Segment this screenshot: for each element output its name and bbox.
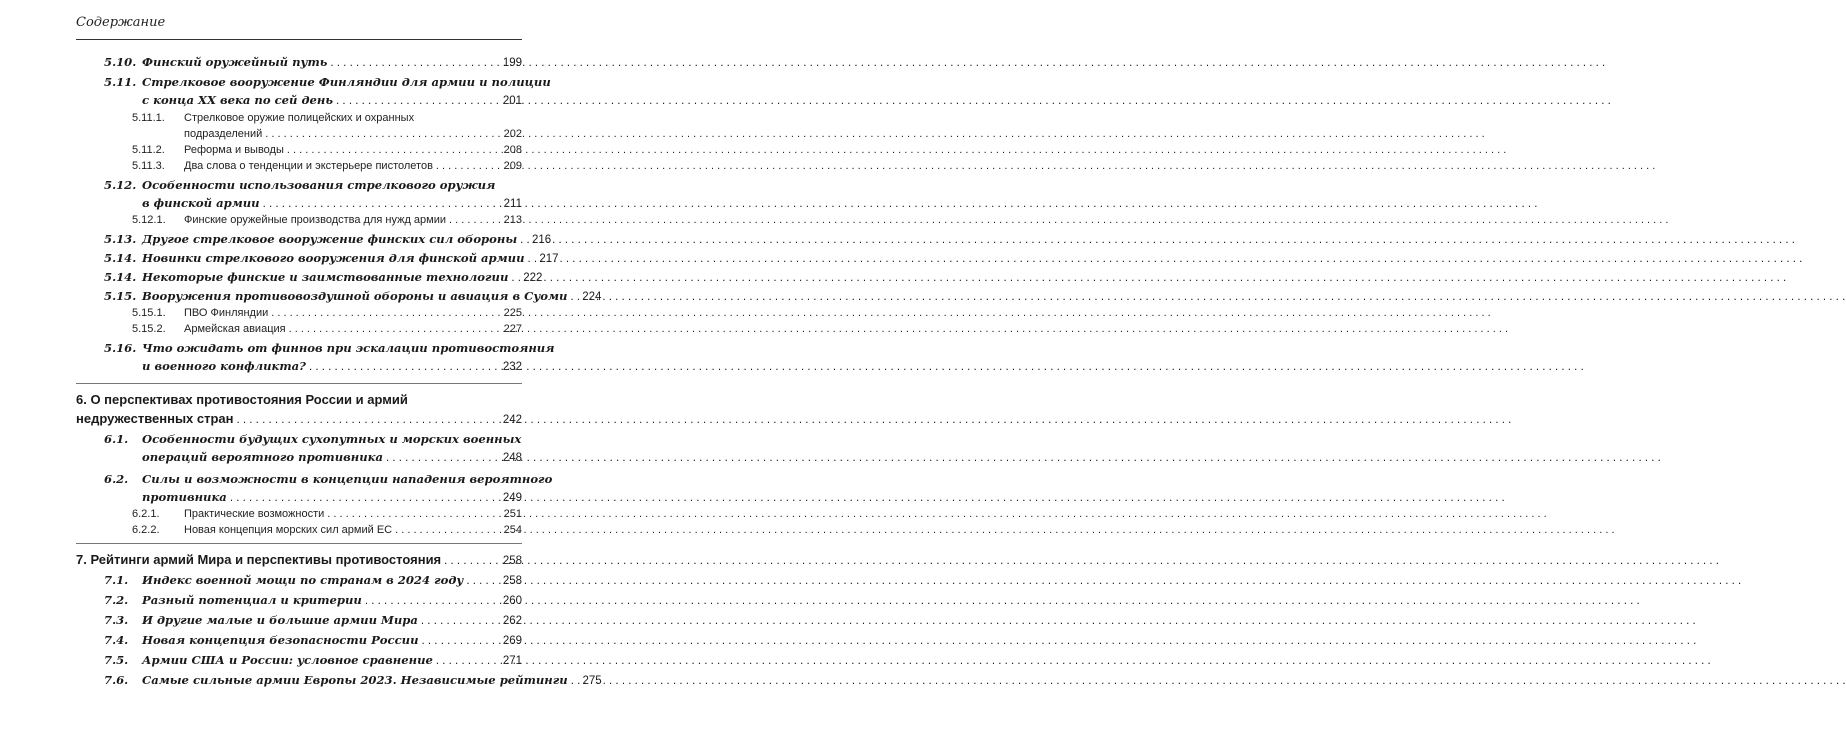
entry-title: Практические возможности bbox=[184, 508, 325, 520]
entry-page: 258 bbox=[502, 555, 522, 567]
dot-leader bbox=[421, 615, 497, 627]
entry-title: подразделений bbox=[184, 128, 263, 140]
dot-leader bbox=[365, 595, 497, 607]
entry-page: 224 bbox=[582, 291, 602, 303]
entry-page: 271 bbox=[502, 655, 522, 667]
entry-number: 5.11. bbox=[104, 75, 137, 89]
entry-page: 251 bbox=[503, 508, 522, 520]
entry-number: 7.4. bbox=[104, 633, 129, 647]
chapter-title: 7. Рейтинги армий Мира и перспективы противостояния bbox=[76, 552, 442, 567]
entry-title: в финской армии bbox=[142, 196, 260, 210]
entry-page: 216 bbox=[531, 234, 552, 246]
entry-page: 225 bbox=[503, 307, 522, 319]
entry-number: 6.2.1. bbox=[132, 508, 160, 520]
entry-number: 5.15.2. bbox=[132, 323, 166, 335]
entry-title: Разный потенциал и критерии bbox=[142, 593, 362, 607]
dot-leader bbox=[436, 655, 497, 667]
entry-page: 258 bbox=[502, 575, 522, 587]
entry-title: Армии США и России: условное сравнение bbox=[142, 653, 433, 667]
entry-number: 5.11.2. bbox=[132, 144, 165, 156]
entry-page: 242 bbox=[502, 414, 522, 426]
entry-number: 5.15.1. bbox=[132, 307, 166, 319]
entry-title: ПВО Финляндии bbox=[184, 307, 269, 319]
entry-title: Некоторые финские и заимствованные технологии bbox=[142, 270, 509, 284]
entry-page: 260 bbox=[502, 595, 522, 607]
entry-page: 209 bbox=[503, 160, 522, 172]
entry-title: Два слова о тенденции и экстерьере пистолетов bbox=[184, 160, 433, 172]
entry-title: Финские оружейные производства для нужд армии bbox=[184, 214, 447, 226]
entry-title: Новинки стрелкового вооружения для финской армии bbox=[142, 251, 525, 265]
entry-page: 211 bbox=[503, 198, 522, 210]
entry-page: 222 bbox=[523, 272, 543, 284]
dot-leader bbox=[466, 575, 497, 587]
entry-page: 199 bbox=[502, 57, 522, 69]
entry-number: 6.2.2. bbox=[132, 524, 160, 536]
entry-number: 5.12.1. bbox=[132, 214, 166, 226]
entry-title: противника bbox=[142, 490, 227, 504]
entry-number: 5.11.3. bbox=[132, 160, 165, 172]
entry-page: 201 bbox=[502, 95, 522, 107]
toc-entry-7-3[interactable] bbox=[104, 613, 522, 627]
entry-title: Реформа и выводы bbox=[184, 144, 284, 156]
entry-title-line: 5.16. Что ожидать от финнов при эскалации противостояния bbox=[104, 341, 555, 355]
entry-number: 5.15. bbox=[104, 289, 137, 303]
entry-page: 262 bbox=[502, 615, 522, 627]
entry-page: 232 bbox=[502, 361, 522, 373]
entry-page: 275 bbox=[582, 675, 602, 687]
entry-number: 6.1. bbox=[104, 432, 129, 446]
dot-leader bbox=[528, 253, 534, 265]
entry-number: 7.3. bbox=[104, 613, 129, 627]
toc-entry-7-6[interactable] bbox=[104, 673, 602, 687]
entry-title: Армейская авиация bbox=[184, 323, 286, 335]
entry-title: Другое стрелковое вооружение финских сил обороны bbox=[142, 232, 518, 246]
entry-title: Самые сильные армии Европы 2023. Независимые рейтинги bbox=[142, 673, 568, 687]
toc-entry-7-5[interactable] bbox=[104, 653, 522, 667]
entry-title-line: 6.2. Силы и возможности в концепции нападения вероятного bbox=[104, 472, 553, 486]
entry-page: 254 bbox=[503, 524, 522, 536]
toc-entry-7-1[interactable] bbox=[104, 573, 522, 587]
toc-entry-7-4[interactable] bbox=[104, 633, 522, 647]
entry-title: Индекс военной мощи по странам в 2024 году bbox=[142, 573, 464, 587]
running-head: Содержание bbox=[76, 15, 166, 30]
entry-page: 208 bbox=[503, 144, 522, 156]
dot-leader bbox=[570, 291, 576, 303]
entry-title-line: 5.12. Особенности использования стрелкового оружия bbox=[104, 178, 496, 192]
toc-chapter-7[interactable] bbox=[76, 552, 522, 567]
entry-title: и военного конфликта? bbox=[142, 359, 306, 373]
entry-title-line: 6.1. Особенности будущих сухопутных и морских военных bbox=[104, 432, 522, 446]
entry-title: Финский оружейный путь bbox=[142, 55, 328, 69]
book-page bbox=[0, 0, 600, 750]
entry-number: 5.13. bbox=[104, 232, 137, 246]
entry-number: 7.5. bbox=[104, 653, 129, 667]
entry-number: 5.14. bbox=[104, 270, 137, 284]
entry-page: 249 bbox=[502, 492, 522, 504]
entry-title: И другие малые и большие армии Мира bbox=[142, 613, 418, 627]
entry-number: 5.16. bbox=[104, 341, 137, 355]
entry-number: 7.1. bbox=[104, 573, 129, 587]
entry-number: 7.6. bbox=[104, 673, 129, 687]
entry-number: 6.2. bbox=[104, 472, 129, 486]
dot-leader bbox=[422, 635, 497, 647]
toc-entry-7-2[interactable] bbox=[104, 593, 522, 607]
entry-number: 5.10. bbox=[104, 55, 137, 69]
entry-title: Вооружения противовоздушной обороны и авиация в Суоми bbox=[142, 289, 568, 303]
entry-page: 227 bbox=[503, 323, 522, 335]
entry-number: 5.12. bbox=[104, 178, 137, 192]
entry-title: с конца XX века по сей день bbox=[142, 93, 334, 107]
entry-title: операций вероятного противника bbox=[142, 450, 383, 464]
entry-title: Новая концепция морских сил армий ЕС bbox=[184, 524, 393, 536]
entry-title: Новая концепция безопасности России bbox=[142, 633, 419, 647]
dot-leader bbox=[444, 555, 497, 567]
entry-title-line: 5.11.1. Стрелковое оружие полицейских и охранных bbox=[132, 112, 415, 124]
entry-title-line: 5.11. Стрелковое вооружение Финляндии для армии и полиции bbox=[104, 75, 551, 89]
entry-page: 269 bbox=[502, 635, 522, 647]
entry-number: 7.2. bbox=[104, 593, 129, 607]
entry-page: 213 bbox=[503, 214, 522, 226]
entry-number: 5.14. bbox=[104, 251, 137, 265]
entry-number: 5.11.1. bbox=[132, 112, 165, 124]
chapter-title-line: 6. О перспективах противостояния России и армий bbox=[76, 392, 408, 407]
entry-page: 202 bbox=[503, 128, 522, 140]
dot-leader bbox=[571, 675, 577, 687]
entry-page: 217 bbox=[539, 253, 559, 265]
chapter-title: недружественных стран bbox=[76, 411, 234, 426]
entry-page: 248 bbox=[502, 452, 522, 464]
